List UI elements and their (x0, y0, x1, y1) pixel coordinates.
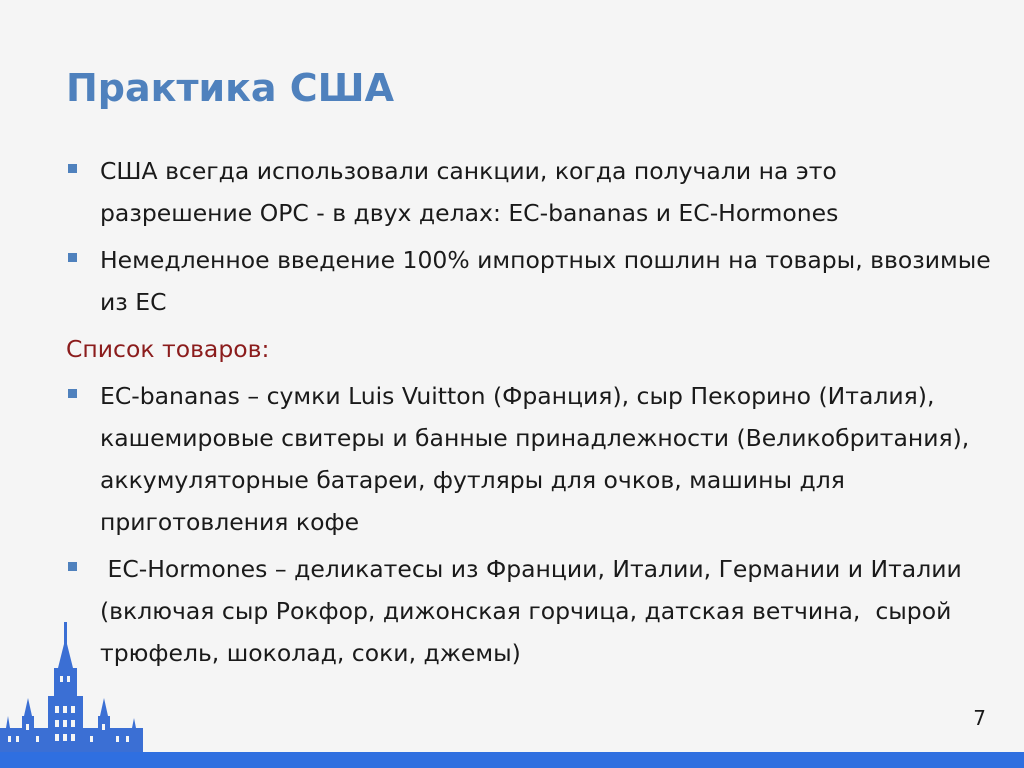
bottom-bar (0, 752, 1024, 768)
bullet-text: ЕС-bananas – сумки Luis Vuitton (Франция), сыр Пекорино (Италия), кашемировые свитеры и банные принадлежности (Великобритания), аккумуляторные батареи, футляры для очков, машины для приготовления кофе (100, 382, 970, 536)
slide-title: Практика США (66, 66, 394, 110)
bullet-item (66, 548, 996, 674)
goods-list-heading: Список товаров: (66, 335, 270, 363)
university-building-icon (0, 620, 150, 760)
bullet-text: Немедленное введение 100% импортных пошлин на товары, ввозимые из ЕС (100, 246, 991, 316)
bullet-square-icon (68, 253, 77, 262)
bullet-text: США всегда использовали санкции, когда получали на это разрешение ОРС - в двух делах: ЕС-bananas и ЕС-Hormones (100, 157, 839, 227)
bullet-item (66, 239, 996, 323)
bullet-item (66, 150, 996, 234)
page-number: 7 (973, 706, 986, 730)
bullet-text: ЕС-Hormones – деликатесы из Франции, Италии, Германии и Италии (включая сыр Рокфор, дижонская горчица, датская ветчина, сырой трюфель, шоколад, соки, джемы) (100, 555, 970, 667)
bullet-square-icon (68, 164, 77, 173)
bullet-square-icon (68, 562, 77, 571)
slide-content (66, 150, 996, 679)
bullet-item (66, 375, 996, 543)
bullet-square-icon (68, 389, 77, 398)
